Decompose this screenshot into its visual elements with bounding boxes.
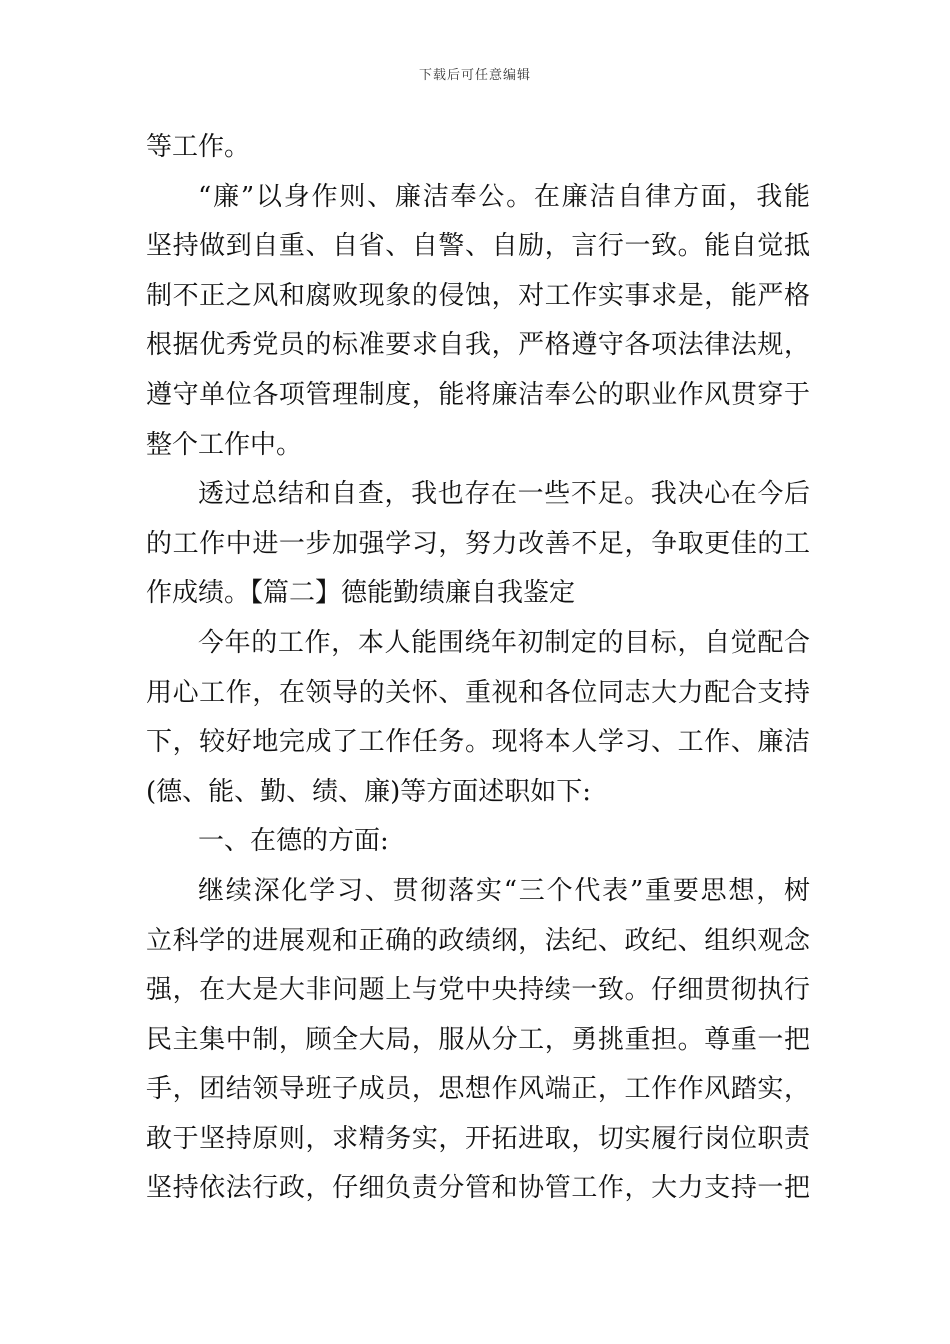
text-line: 下，较好地完成了工作任务。现将本人学习、工作、廉洁 [146,727,810,758]
text-line: 制不正之风和腐败现象的侵蚀，对工作实事求是，能严格 [146,280,810,311]
text-line: “廉”以身作则、廉洁奉公。在廉洁自律方面，我能 [198,181,810,212]
text-line: 用心工作，在领导的关怀、重视和各位同志大力配合支持 [146,677,810,708]
page-header: 下载后可任意编辑 [418,68,531,83]
text-line: 的工作中进一步加强学习，努力改善不足，争取更佳的工 [146,528,810,559]
document-body [146,123,810,1214]
text-line: 透过总结和自查，我也存在一些不足。我决心在今后 [198,479,810,510]
text-line: 继续深化学习、贯彻落实“三个代表”重要思想，树 [198,875,810,906]
text-line: 民主集中制，顾全大局，服从分工，勇挑重担。尊重一把 [146,1024,810,1055]
text-line: 一、在德的方面: [198,826,389,857]
text-line: 立科学的进展观和正确的政绩纲，法纪、政纪、组织观念 [146,925,810,956]
text-line: 手，团结领导班子成员，思想作风端正，工作作风踏实， [146,1074,810,1105]
text-line: 坚持做到自重、自省、自警、自励，言行一致。能自觉抵 [146,231,810,262]
text-line: 整个工作中。 [146,429,303,460]
text-line: 敢于坚持原则，求精务实，开拓进取，切实履行岗位职责 [146,1123,810,1154]
text-line: 今年的工作，本人能围绕年初制定的目标，自觉配合 [198,627,810,658]
text-line: 强，在大是大非问题上与党中央持续一致。仔细贯彻执行 [146,975,810,1006]
text-line: 作成绩。【篇二】德能勤绩廉自我鉴定 [146,578,576,609]
text-line: 坚持依法行政，仔细负责分管和协管工作，大力支持一把 [146,1173,810,1204]
text-line: (德、能、勤、绩、廉)等方面述职如下: [146,776,592,807]
text-line: 根据优秀党员的标准要求自我，严格遵守各项法律法规， [146,330,810,361]
text-line: 遵守单位各项管理制度，能将廉洁奉公的职业作风贯穿于 [146,379,810,410]
text-line: 等工作。 [146,132,251,162]
